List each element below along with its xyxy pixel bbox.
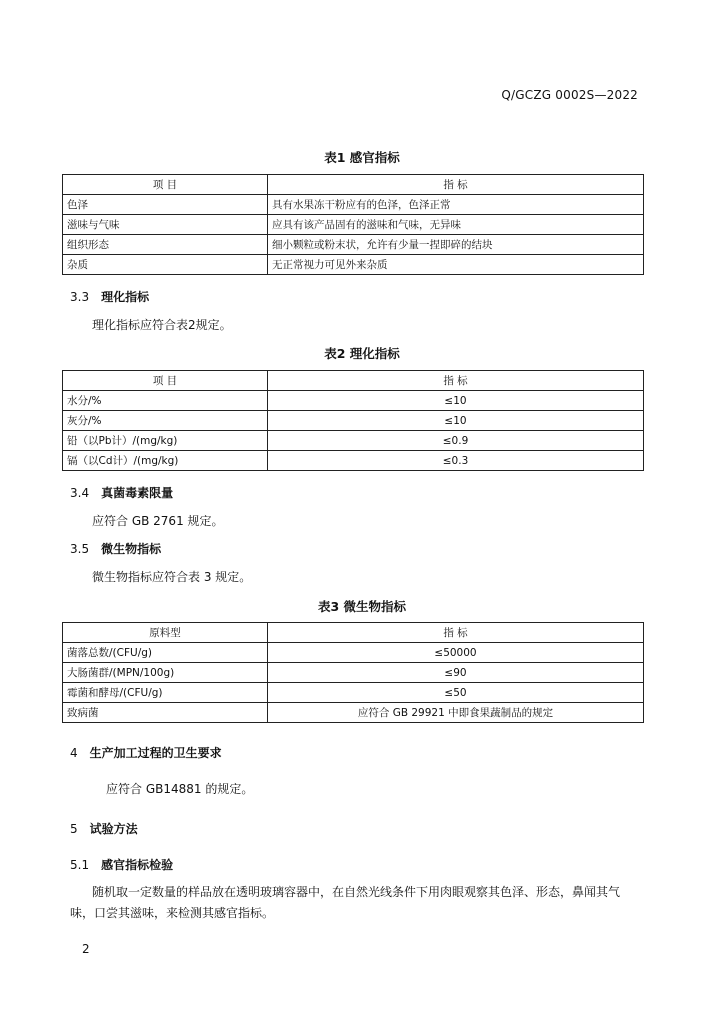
table-cell: 铅（以Pb计）/(mg/kg)	[63, 431, 268, 451]
section-title: 理化指标	[101, 290, 150, 304]
table-cell: 应符合 GB 29921 中即食果蔬制品的规定	[268, 703, 644, 723]
table-row	[63, 235, 644, 255]
table-row	[63, 703, 644, 723]
table-header-row	[63, 371, 644, 391]
section-3-3-text: 理化指标应符合表2规定。	[92, 318, 232, 332]
table3-microbiological	[62, 622, 644, 723]
section-title: 微生物指标	[101, 542, 162, 556]
section-title: 真菌毒素限量	[101, 486, 174, 500]
column-header: 指 标	[268, 623, 644, 643]
table3-caption	[0, 597, 724, 615]
section-heading-5	[70, 820, 138, 837]
table-cell: 组织形态	[63, 235, 268, 255]
table-cell: 细小颗粒或粉末状，允许有少量一捏即碎的结块	[268, 235, 644, 255]
table-cell: 应具有该产品固有的滋味和气味，无异味	[268, 215, 644, 235]
table-row	[63, 411, 644, 431]
column-header: 原料型	[63, 623, 268, 643]
table-cell: ≤10	[268, 411, 644, 431]
table-cell: 无正常视力可见外来杂质	[268, 255, 644, 275]
section-heading-3-4	[70, 484, 173, 501]
table-cell: 滋味与气味	[63, 215, 268, 235]
table-header-row	[63, 623, 644, 643]
table-cell: 水分/%	[63, 391, 268, 411]
section-number: 3.3	[70, 290, 90, 304]
table1-caption	[0, 148, 724, 166]
section-3-5-text: 微生物指标应符合表 3 规定。	[92, 570, 252, 584]
section-heading-5-1	[70, 856, 173, 873]
table2-caption-text: 表2 理化指标	[324, 346, 400, 361]
table-cell: 具有水果冻干粉应有的色泽，色泽正常	[268, 195, 644, 215]
section-number: 5.1	[70, 858, 90, 872]
table3-caption-text: 表3 微生物指标	[317, 599, 407, 614]
table-row	[63, 643, 644, 663]
section-number: 5	[70, 822, 78, 836]
table2-caption	[0, 344, 724, 362]
table-row	[63, 663, 644, 683]
column-header: 指 标	[268, 371, 644, 391]
table-cell: ≤0.3	[268, 451, 644, 471]
table1-sensory	[62, 174, 644, 275]
section-heading-4	[70, 744, 222, 761]
table-cell: 灰分/%	[63, 411, 268, 431]
section-number: 4	[70, 746, 78, 760]
table-cell: ≤50000	[268, 643, 644, 663]
table-cell: 霉菌和酵母/(CFU/g)	[63, 683, 268, 703]
table-cell: ≤0.9	[268, 431, 644, 451]
section-3-4-text: 应符合 GB 2761 规定。	[92, 514, 224, 528]
column-header: 指 标	[268, 175, 644, 195]
section-heading-3-5	[70, 540, 161, 557]
section-heading-3-3	[70, 288, 149, 305]
table-cell: ≤10	[268, 391, 644, 411]
table-cell: 色泽	[63, 195, 268, 215]
table-cell: ≤50	[268, 683, 644, 703]
table-row	[63, 391, 644, 411]
document-code: Q/GCZG 0002S—2022	[501, 88, 638, 102]
column-header: 项 目	[63, 175, 268, 195]
table-cell: 杂质	[63, 255, 268, 275]
table-cell: 菌落总数/(CFU/g)	[63, 643, 268, 663]
table1-caption-text: 表1 感官指标	[324, 150, 400, 165]
table-row	[63, 431, 644, 451]
table-cell: 大肠菌群/(MPN/100g)	[63, 663, 268, 683]
table-row	[63, 683, 644, 703]
table-row	[63, 451, 644, 471]
table-row	[63, 215, 644, 235]
table-header-row	[63, 175, 644, 195]
page-number: 2	[82, 942, 90, 956]
section-number: 3.4	[70, 486, 90, 500]
table-cell: 镉（以Cd计）/(mg/kg)	[63, 451, 268, 471]
section-4-text: 应符合 GB14881 的规定。	[106, 782, 254, 796]
table-cell: ≤90	[268, 663, 644, 683]
table-row	[63, 255, 644, 275]
table-cell: 致病菌	[63, 703, 268, 723]
table-row	[63, 195, 644, 215]
section-number: 3.5	[70, 542, 90, 556]
column-header: 项 目	[63, 371, 268, 391]
section-5-1-text: 随机取一定数量的样品放在透明玻璃容器中，在自然光线条件下用肉眼观察其色泽、形态，鼻闻其气味，口尝其滋味，来检测其感官指标。	[70, 885, 621, 920]
section-title: 感官指标检验	[101, 858, 174, 872]
section-title: 生产加工过程的卫生要求	[89, 746, 222, 760]
table2-physicochemical	[62, 370, 644, 471]
section-title: 试验方法	[89, 822, 138, 836]
